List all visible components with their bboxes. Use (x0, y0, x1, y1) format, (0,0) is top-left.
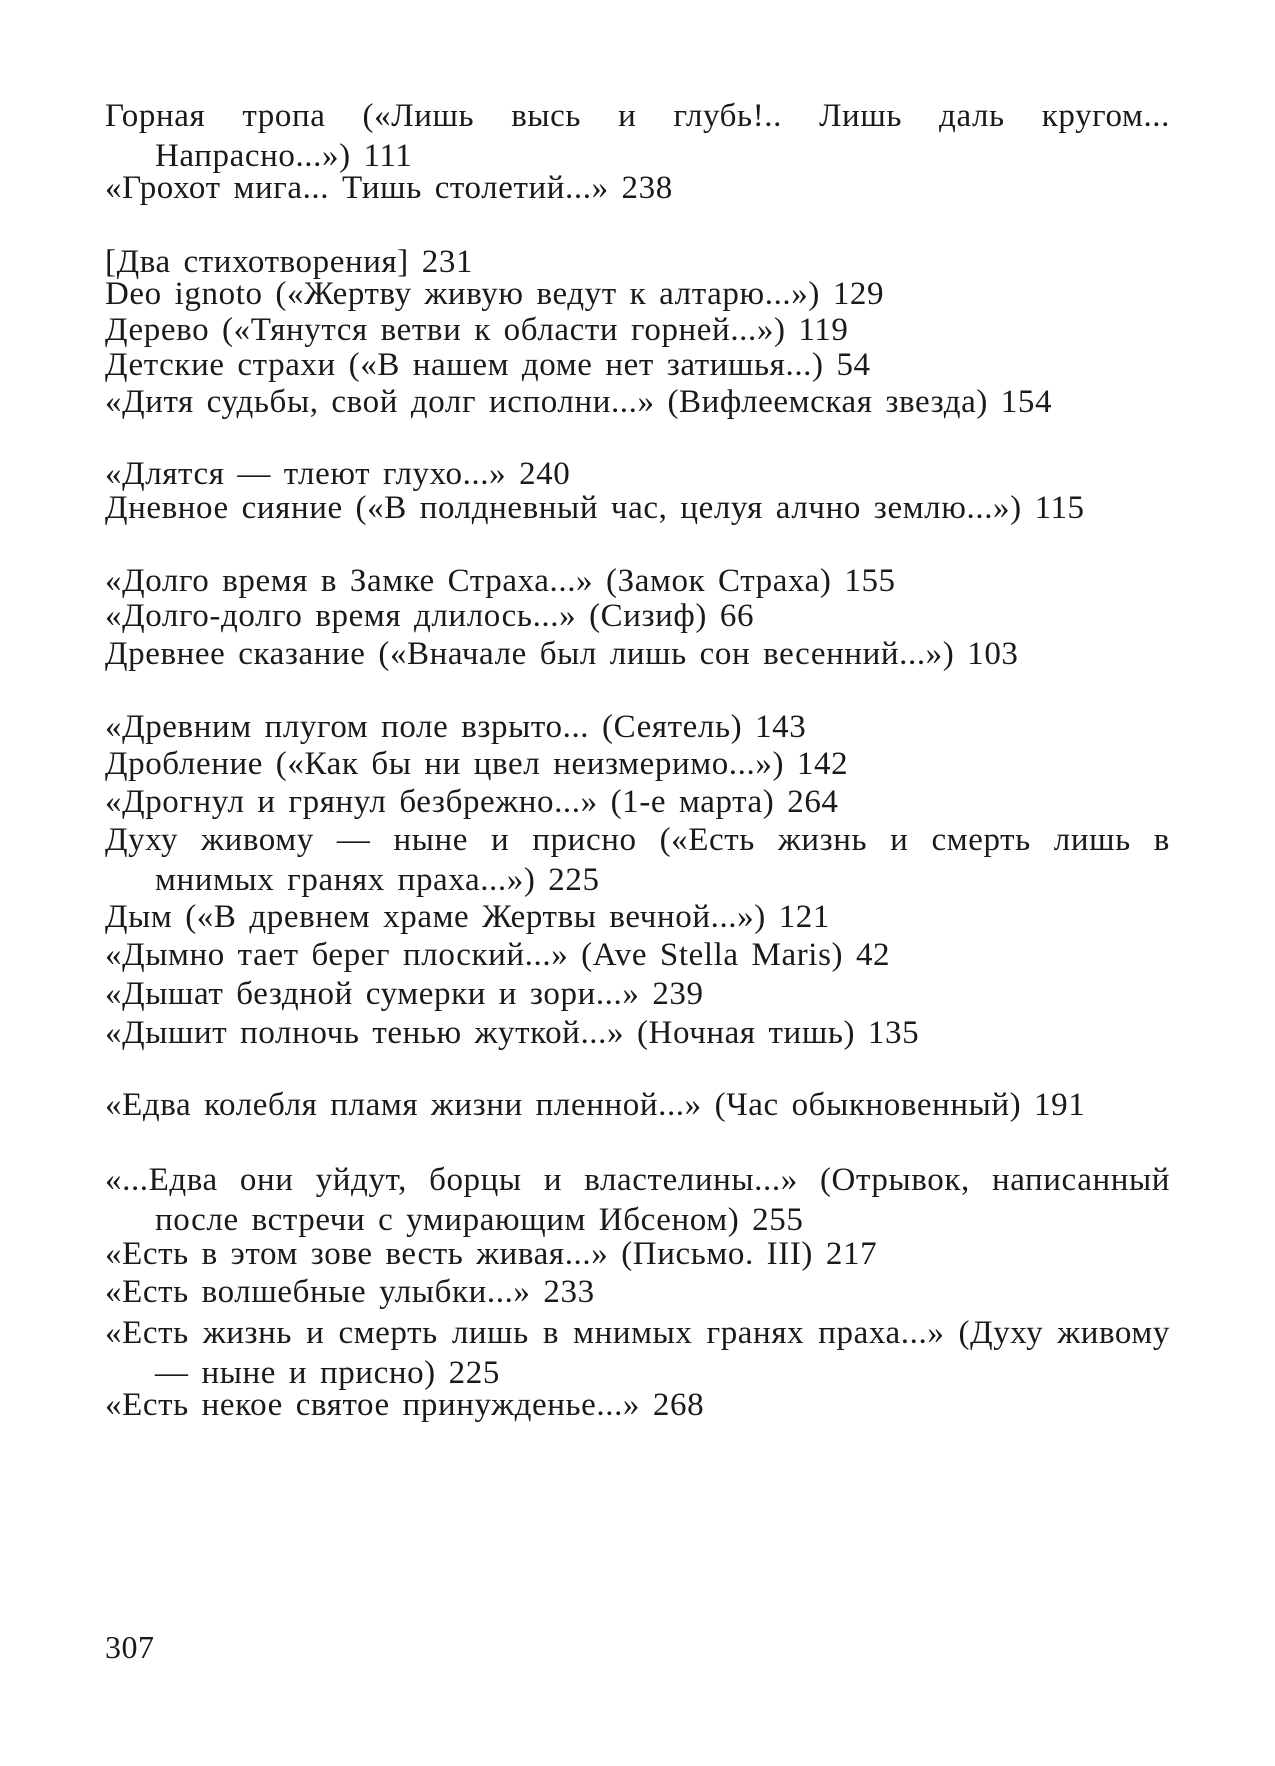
index-entry: «Дитя судьбы, свой долг исполни...» (Вифлеемская звезда) 154 (105, 384, 1053, 420)
index-entry: «Долго время в Замке Страха...» (Замок Страха) 155 (105, 563, 896, 599)
index-entry: «Дышат бездной сумерки и зори...» 239 (105, 976, 704, 1012)
index-entry: «Есть некое святое принужденье...» 268 (105, 1387, 705, 1423)
index-entry: «Древним плугом поле взрыто... (Сеятель) 143 (105, 709, 807, 745)
index-entry: Дым («В древнем храме Жертвы вечной...») 121 (105, 899, 830, 935)
index-entry: Дробление («Как бы ни цвел неизмеримо...») 142 (105, 746, 849, 782)
index-entry: Детские страхи («В нашем доме нет затишья...) 54 (105, 347, 871, 383)
index-entry: Духу живому — ныне и присно («Есть жизнь и смерть лишь в мнимых гранях праха...») 225 (105, 822, 1170, 898)
index-entry: «Дышит полночь тенью жуткой...» (Ночная тишь) 135 (105, 1015, 920, 1051)
index-entry: «Грохот мига... Тишь столетий...» 238 (105, 170, 673, 206)
index-entry: «Есть в этом зове весть живая...» (Письмо. III) 217 (105, 1236, 878, 1272)
index-entry: «Дрогнул и грянул безбрежно...» (1-е марта) 264 (105, 784, 839, 820)
index-entry: «Едва колебля пламя жизни пленной...» (Час обыкновенный) 191 (105, 1087, 1086, 1123)
page-number: 307 (105, 1629, 155, 1665)
index-entry: Дневное сияние («В полдневный час, целуя алчно землю...») 115 (105, 490, 1085, 526)
index-entry: «Длятся — тлеют глухо...» 240 (105, 456, 571, 492)
index-entry: Дерево («Тянутся ветви к области горней...») 119 (105, 312, 849, 348)
index-entry: [Два стихотворения] 231 (105, 244, 474, 280)
index-entry: «Дымно тает берег плоский...» (Ave Stella Maris) 42 (105, 937, 891, 973)
index-entry: «...Едва они уйдут, борцы и властелины...» (Отрывок, написанный после встречи с умирающим Ибсеном) 255 (105, 1162, 1170, 1238)
index-entry: Древнее сказание («Вначале был лишь сон весенний...») 103 (105, 636, 1019, 672)
index-entry: Deo ignoto («Жертву живую ведут к алтарю...») 129 (105, 276, 885, 312)
index-entry: «Есть волшебные улыбки...» 233 (105, 1274, 595, 1310)
index-entry: «Есть жизнь и смерть лишь в мнимых гранях праха...» (Духу живому — ныне и присно) 225 (105, 1315, 1170, 1391)
index-entry: Горная тропа («Лишь высь и глубь!.. Лишь даль кругом... Напрасно...») 111 (105, 98, 1170, 174)
index-entry: «Долго-долго время длилось...» (Сизиф) 66 (105, 598, 755, 634)
